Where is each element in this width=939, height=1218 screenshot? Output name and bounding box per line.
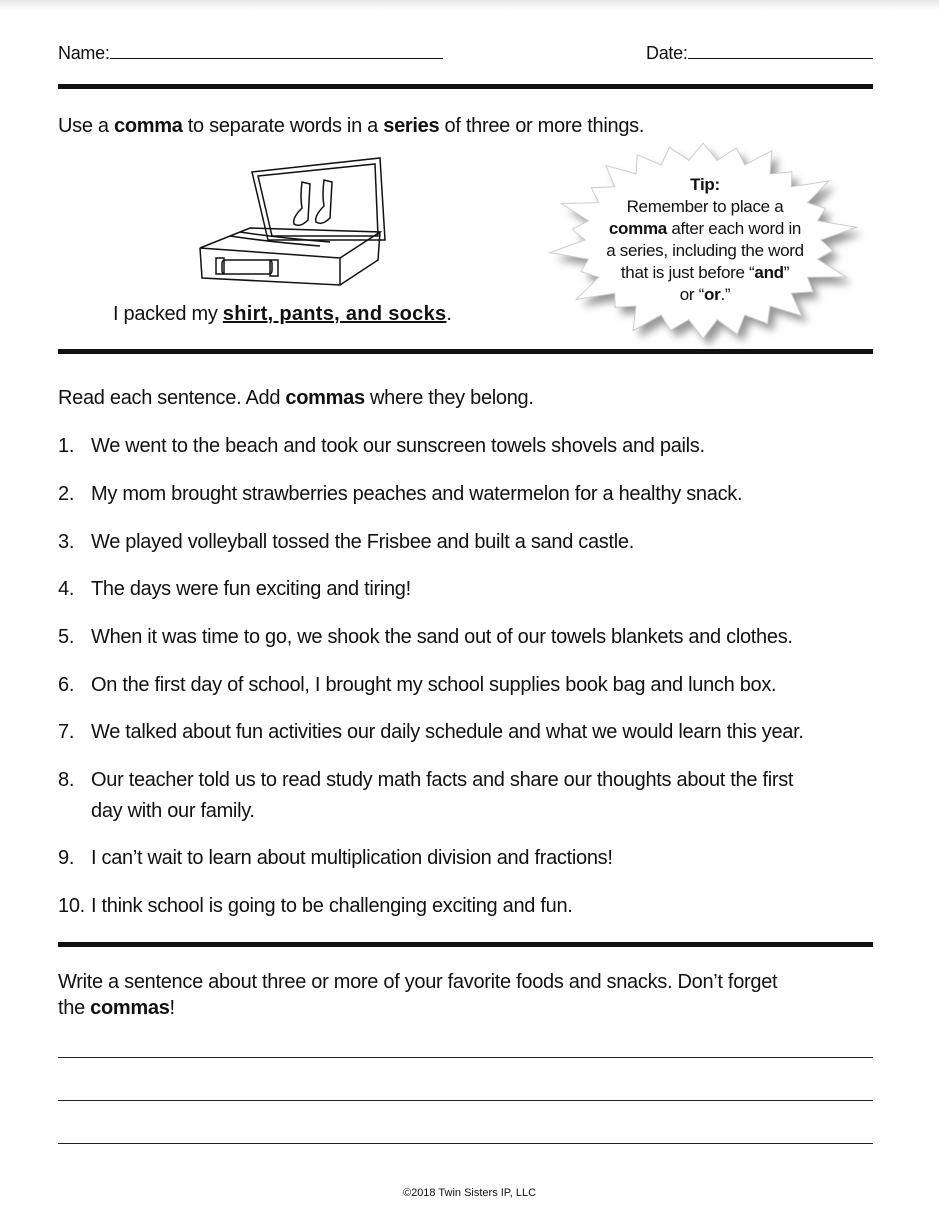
sentence-item[interactable]: [58, 670, 776, 701]
sentence-item[interactable]: [58, 622, 793, 653]
item-text: I think school is going to be challenging exciting and fun.: [91, 895, 573, 917]
item-number: 8.: [58, 769, 75, 791]
item-number: 7.: [58, 721, 75, 743]
item-number: 9.: [58, 847, 75, 869]
item-text: When it was time to go, we shook the sand out of our towels blankets and clothes.: [91, 626, 793, 648]
tip-line: a series, including the word: [606, 241, 804, 260]
writing-line[interactable]: [58, 1100, 873, 1101]
item-text: Our teacher told us to read study math facts and share our thoughts about the first: [91, 769, 794, 791]
intro-bold-comma: comma: [114, 115, 183, 137]
example-sentence: [113, 303, 452, 326]
instructions-pre: Read each sentence. Add: [58, 387, 286, 409]
tip-bold-comma: comma: [608, 219, 667, 238]
item-text: We talked about fun activities our daily schedule and what we would learn this year.: [91, 721, 804, 743]
writing-text: !: [169, 997, 175, 1019]
writing-bold: commas: [90, 997, 170, 1019]
tip-text: that is just before “: [620, 263, 755, 282]
sock-right: [316, 180, 332, 223]
tip-bold-or: or: [704, 285, 721, 304]
name-label: Name:: [58, 43, 110, 63]
sentence-item[interactable]: [58, 574, 411, 605]
intro-post: of three or more things.: [439, 115, 645, 137]
item-text: We played volleyball tossed the Frisbee and built a sand castle.: [91, 531, 634, 553]
item-text-continued: day with our family.: [91, 800, 255, 822]
date-label: Date:: [646, 43, 688, 63]
instructions-bold: commas: [285, 387, 365, 409]
tip-box: [585, 174, 825, 306]
tip-line: [585, 284, 825, 306]
intro-mid: to separate words in a: [182, 115, 384, 137]
item-number: 1.: [58, 435, 75, 457]
tip-line: [585, 262, 825, 284]
example-post: .: [446, 303, 452, 325]
name-blank[interactable]: [110, 44, 443, 59]
instructions: [58, 387, 534, 410]
item-text: I can’t wait to learn about multiplication division and fractions!: [91, 847, 613, 869]
sentence-item[interactable]: [58, 765, 793, 827]
item-text: On the first day of school, I brought my school supplies book bag and lunch box.: [91, 674, 777, 696]
instructions-post: where they belong.: [364, 387, 534, 409]
tip-title: Tip:: [690, 175, 720, 194]
item-number: 10.: [58, 895, 85, 917]
item-text: We went to the beach and took our sunscreen towels shovels and pails.: [91, 435, 705, 457]
page-top-shade: [0, 0, 939, 10]
item-number: 3.: [58, 531, 75, 553]
item-number: 2.: [58, 483, 75, 505]
divider: [58, 84, 873, 89]
sentence-item[interactable]: [58, 891, 573, 922]
sentence-item[interactable]: [58, 843, 613, 874]
tip-text: ”: [783, 263, 790, 282]
item-text: My mom brought strawberries peaches and watermelon for a healthy snack.: [91, 483, 743, 505]
writing-prompt-line: Write a sentence about three or more of your favorite foods and snacks. Don’t forget: [58, 971, 778, 993]
sock-left: [294, 182, 310, 225]
tip-text: after each word in: [666, 219, 802, 238]
writing-prompt: [58, 969, 777, 1021]
item-number: 5.: [58, 626, 75, 648]
item-number: 6.: [58, 674, 75, 696]
sentence-item[interactable]: [58, 527, 634, 558]
date-blank[interactable]: [688, 44, 873, 59]
intro-pre: Use a: [58, 115, 115, 137]
writing-prompt-line: [58, 995, 777, 1021]
writing-line[interactable]: [58, 1143, 873, 1144]
item-number: 4.: [58, 578, 75, 600]
name-field[interactable]: [58, 43, 443, 64]
suitcase-illustration: [190, 150, 390, 290]
tip-text: .”: [720, 285, 731, 304]
sentence-item[interactable]: [58, 717, 804, 748]
sentence-item[interactable]: [58, 431, 705, 462]
example-pre: I packed my: [113, 303, 223, 325]
tip-bold-and: and: [754, 263, 784, 282]
copyright-footer: ©2018 Twin Sisters IP, LLC: [402, 1187, 537, 1199]
divider: [58, 942, 873, 947]
tip-line: Remember to place a: [626, 197, 784, 216]
item-text: The days were fun exciting and tiring!: [91, 578, 411, 600]
intro-text: [58, 115, 644, 138]
tip-text: or “: [679, 285, 705, 304]
writing-text: the: [58, 997, 91, 1019]
divider: [58, 349, 873, 354]
date-field[interactable]: [646, 43, 873, 64]
intro-bold-series: series: [383, 115, 440, 137]
tip-line: [585, 218, 825, 240]
writing-line[interactable]: [58, 1057, 873, 1058]
sentence-item[interactable]: [58, 479, 742, 510]
example-series: shirt, pants, and socks: [222, 303, 447, 325]
